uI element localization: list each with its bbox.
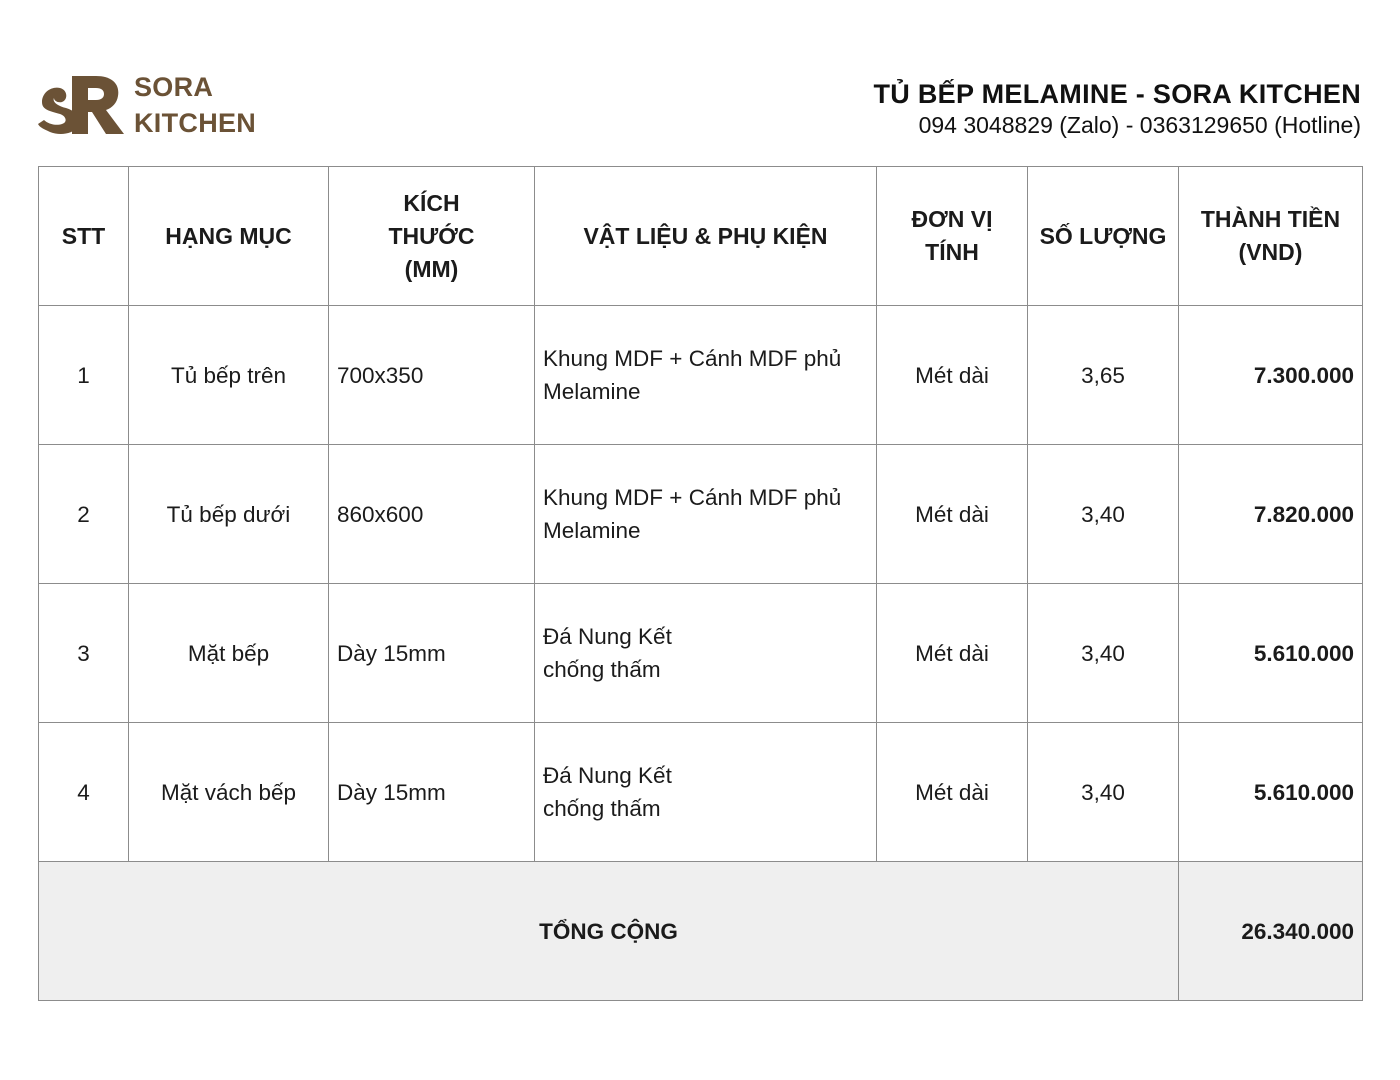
cell-unit: Mét dài (877, 445, 1028, 584)
total-row (39, 862, 1363, 1001)
column-header-quantity: SỐ LƯỢNG (1028, 167, 1179, 306)
cell-amount: 5.610.000 (1179, 584, 1363, 723)
cell-quantity: 3,40 (1028, 584, 1179, 723)
cell-item: Mặt bếp (129, 584, 329, 723)
cell-stt: 3 (39, 584, 129, 723)
cell-stt: 4 (39, 723, 129, 862)
cell-item: Tủ bếp dưới (129, 445, 329, 584)
column-header-amount: THÀNH TIỀN (VND) (1179, 167, 1363, 306)
cell-quantity: 3,40 (1028, 723, 1179, 862)
cell-amount: 7.300.000 (1179, 306, 1363, 445)
column-header-material: VẬT LIỆU & PHỤ KIỆN (535, 167, 877, 306)
column-header-stt: STT (39, 167, 129, 306)
sr-logo-mark-icon (38, 72, 126, 138)
cell-unit: Mét dài (877, 306, 1028, 445)
cell-stt: 2 (39, 445, 129, 584)
cell-amount: 7.820.000 (1179, 445, 1363, 584)
contact-info: 094 3048829 (Zalo) - 0363129650 (Hotline) (918, 112, 1361, 138)
cell-material: Đá Nung Kết chống thấm (535, 723, 877, 862)
total-amount: 26.340.000 (1179, 862, 1363, 1001)
document-title: TỦ BẾP MELAMINE - SORA KITCHEN (873, 79, 1361, 109)
cell-unit: Mét dài (877, 723, 1028, 862)
table-row (39, 306, 1363, 445)
table-header-row (39, 167, 1363, 306)
cell-quantity: 3,40 (1028, 445, 1179, 584)
cell-size: Dày 15mm (329, 584, 535, 723)
column-header-unit: ĐƠN VỊ TÍNH (877, 167, 1028, 306)
cell-unit: Mét dài (877, 584, 1028, 723)
cell-size: 700x350 (329, 306, 535, 445)
column-header-item: HẠNG MỤC (129, 167, 329, 306)
cell-item: Tủ bếp trên (129, 306, 329, 445)
brand-name-line1: SORA (134, 72, 214, 102)
cell-size: 860x600 (329, 445, 535, 584)
document-header (873, 76, 1361, 140)
quotation-table (38, 166, 1363, 1001)
cell-quantity: 3,65 (1028, 306, 1179, 445)
brand-name-line2: KITCHEN (134, 108, 257, 138)
table-row (39, 723, 1363, 862)
brand-logo (38, 70, 256, 140)
cell-stt: 1 (39, 306, 129, 445)
column-header-size: KÍCH THƯỚC (MM) (329, 167, 535, 306)
cell-size: Dày 15mm (329, 723, 535, 862)
table-row (39, 445, 1363, 584)
cell-material: Khung MDF + Cánh MDF phủ Melamine (535, 306, 877, 445)
table-row (39, 584, 1363, 723)
brand-name (134, 69, 256, 141)
cell-amount: 5.610.000 (1179, 723, 1363, 862)
cell-material: Khung MDF + Cánh MDF phủ Melamine (535, 445, 877, 584)
total-label: TỔNG CỘNG (39, 862, 1179, 1001)
cell-material: Đá Nung Kết chống thấm (535, 584, 877, 723)
cell-item: Mặt vách bếp (129, 723, 329, 862)
